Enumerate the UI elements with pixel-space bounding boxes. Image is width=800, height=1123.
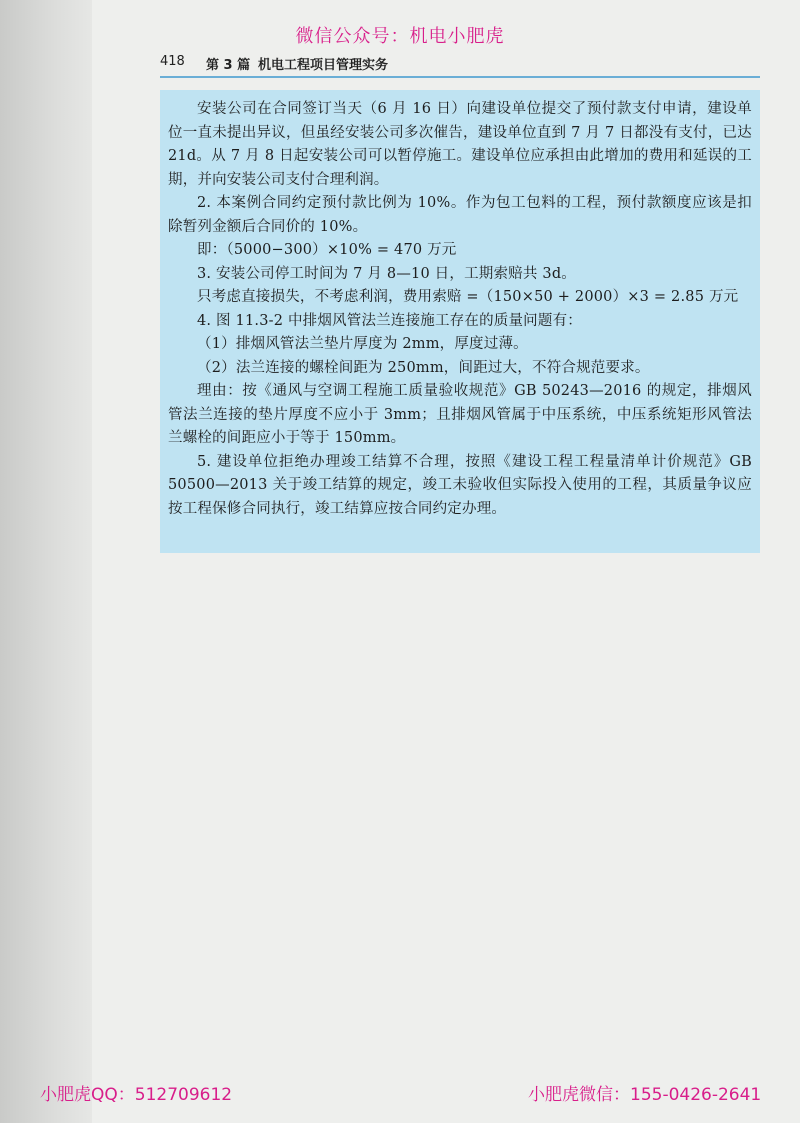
part-label: 第 3 篇 (206, 58, 251, 73)
paragraph-5: 只考虑直接损失，不考虑利润，费用索赔 =（150×50 + 2000）×3 = 2.85 万元 (197, 289, 739, 305)
watermark-wechat: 小肥虎微信：155-0426-2641 (528, 1085, 762, 1105)
paragraph-3: 即：（5000−300）×10% = 470 万元 (197, 242, 457, 258)
watermark-qq: 小肥虎QQ：512709612 (40, 1085, 233, 1105)
paragraph-8: （2）法兰连接的螺栓间距为 250mm，间距过大，不符合规范要求。 (197, 359, 650, 376)
paragraph-6: 4. 图 11.3-2 中排烟风管法兰连接施工存在的质量问题有： (197, 312, 582, 329)
page-number: 418 (160, 54, 185, 69)
running-header (160, 52, 760, 74)
header-rule (160, 76, 760, 78)
answer-box (160, 90, 760, 553)
paragraph-10: 5. 建设单位拒绝办理竣工结算不合理，按照《建设工程工程量清单计价规范》GB 50500—2013 关于竣工结算的规定，竣工未验收但实际投入使用的工程，其质量争议应按工程保修合同执行，竣工结算应按合同约定办理。 (168, 453, 752, 517)
paragraph-7: （1）排烟风管法兰垫片厚度为 2mm，厚度过薄。 (197, 336, 528, 352)
part-title: 机电工程项目管理实务 (258, 58, 389, 73)
book-spine-shadow (0, 0, 92, 1123)
paragraph-9: 理由：按《通风与空调工程施工质量验收规范》GB 50243—2016 的规定，排烟风管法兰连接的垫片厚度不应小于 3mm；且排烟风管属于中压系统，中压系统矩形风管法兰螺栓的间距应小于等于 150mm。 (168, 383, 752, 446)
paragraph-1: 安装公司在合同签订当天（6 月 16 日）向建设单位提交了预付款支付申请，建设单位一直未提出异议，但虽经安装公司多次催告，建设单位直到 7 月 7 日都没有支付，已达 21d。从 7 月 8 日起安装公司可以暂停施工。建设单位应承担由此增加的费用和延误的工期，并向安装公司支付合理利润。 (168, 101, 752, 188)
paragraph-2: 2. 本案例合同约定预付款比例为 10%。作为包工包料的工程，预付款额度应该是扣除暂列金额后合同价的 10%。 (168, 195, 752, 235)
paragraph-4: 3. 安装公司停工时间为 7 月 8—10 日，工期索赔共 3d。 (197, 265, 576, 282)
watermark-top: 微信公众号：机电小肥虎 (295, 26, 505, 47)
